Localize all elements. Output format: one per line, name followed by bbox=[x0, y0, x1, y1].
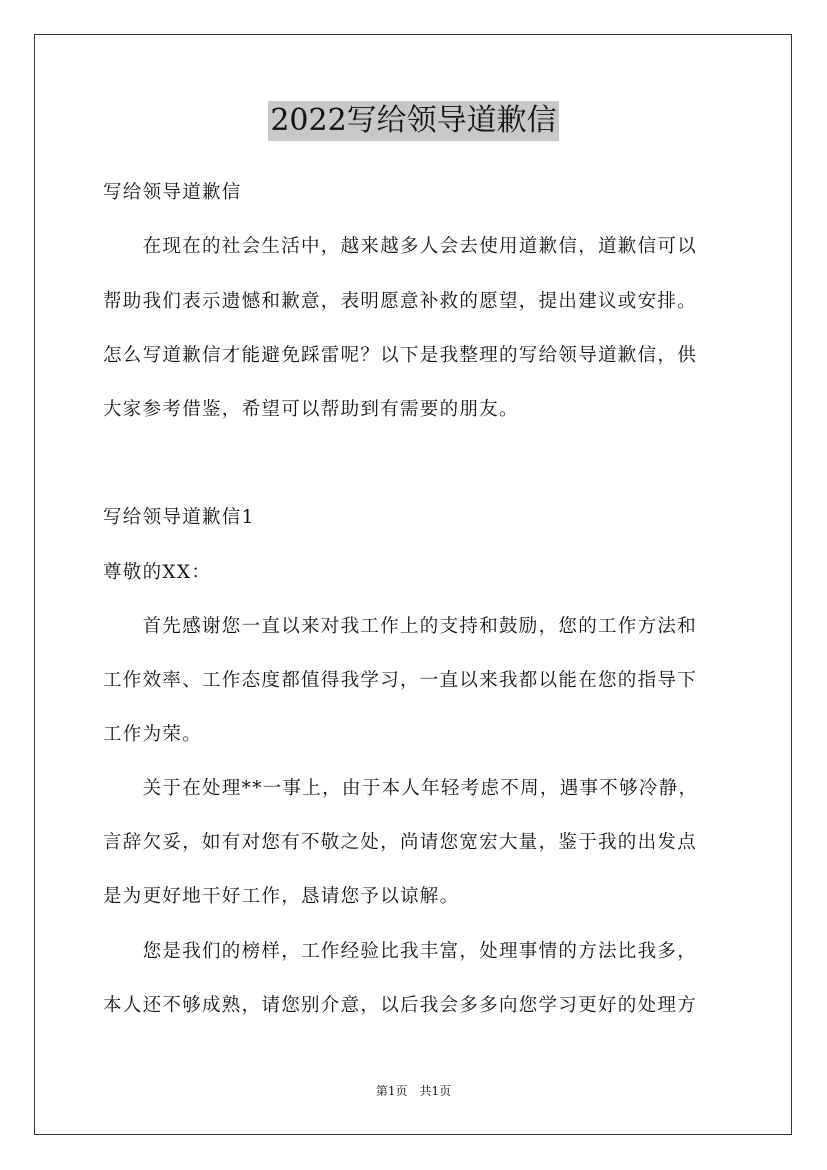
section-heading: 写给领导道歉信1 bbox=[103, 507, 255, 528]
document-title: 2022写给领导道歉信 bbox=[268, 101, 558, 141]
body-line: 大家参考借鉴，希望可以帮助到有需要的朋友。 bbox=[103, 399, 519, 420]
body-line: 在现在的社会生活中，越来越多人会去使用道歉信，道歉信可以 bbox=[103, 236, 698, 257]
body-line: 关于在处理**一事上，由于本人年轻考虑不周，遇事不够冷静， bbox=[103, 778, 699, 799]
page-number: 第1页 共1页 bbox=[375, 1084, 452, 1098]
body-line: 怎么写道歉信才能避免踩雷呢？以下是我整理的写给领导道歉信，供 bbox=[103, 345, 698, 366]
body-line: 工作效率、工作态度都值得我学习，一直以来我都以能在您的指导下 bbox=[103, 670, 698, 691]
body-line: 帮助我们表示遗憾和歉意，表明愿意补救的愿望，提出建议或安排。 bbox=[103, 291, 698, 312]
subtitle-line: 写给领导道歉信 bbox=[103, 182, 242, 203]
body-line: 本人还不够成熟，请您别介意，以后我会多多向您学习更好的处理方 bbox=[103, 995, 698, 1016]
body-line: 您是我们的榜样，工作经验比我丰富，处理事情的方法比我多， bbox=[103, 941, 698, 962]
body-line: 首先感谢您一直以来对我工作上的支持和鼓励，您的工作方法和 bbox=[103, 616, 698, 637]
body-line: 是为更好地干好工作，恳请您予以谅解。 bbox=[103, 886, 460, 907]
body-line: 工作为荣。 bbox=[103, 724, 203, 745]
body-line: 言辞欠妥，如有对您有不敬之处，尚请您宽宏大量，鉴于我的出发点 bbox=[103, 832, 698, 853]
title-container bbox=[0, 101, 827, 141]
salutation-line: 尊敬的XX： bbox=[103, 562, 212, 583]
